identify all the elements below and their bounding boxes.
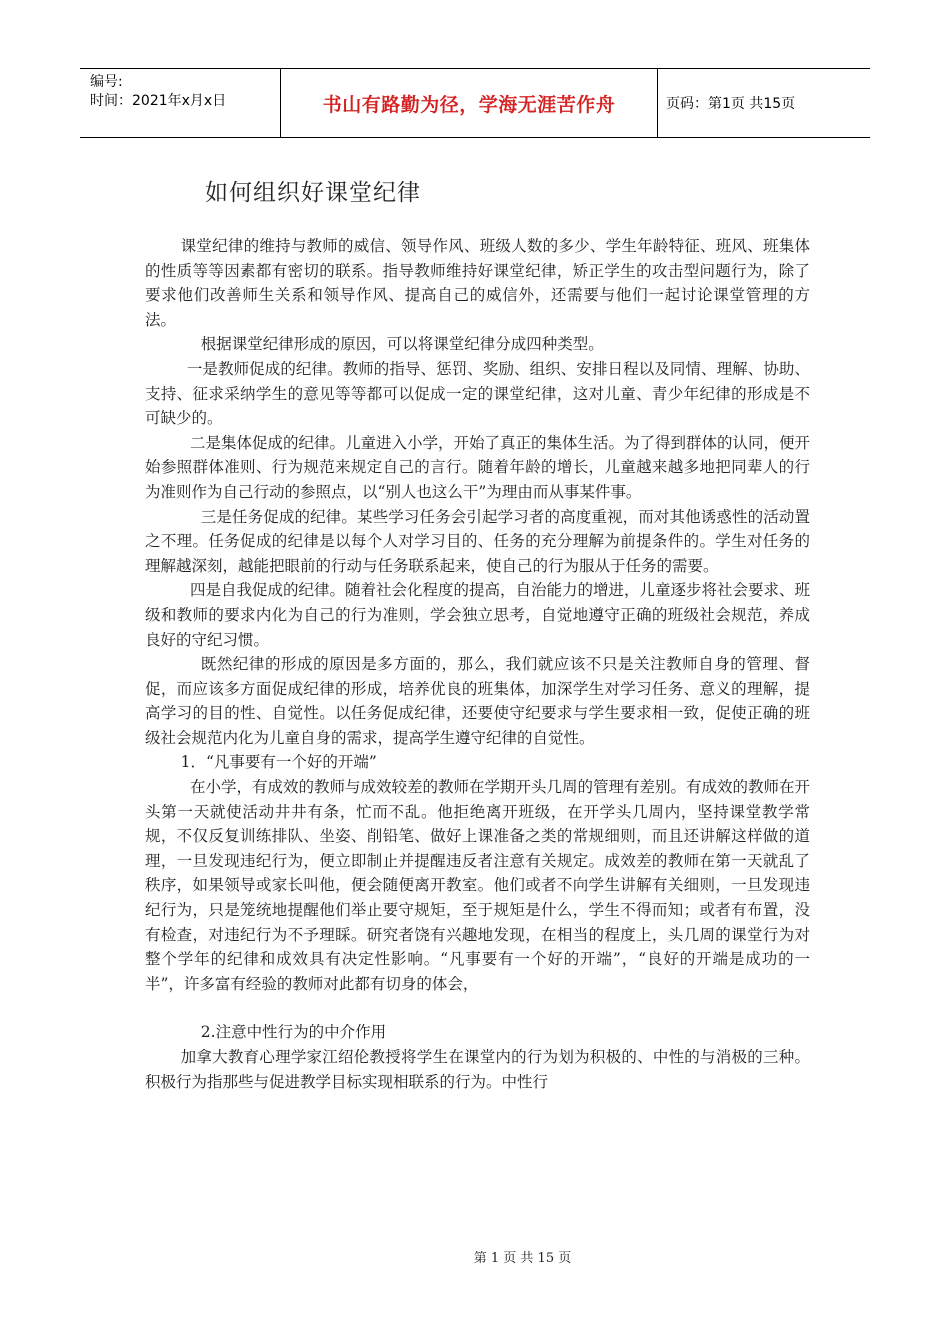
paragraph-type-task: 三是任务促成的纪律。某些学习任务会引起学习者的高度重视，而对其他诱惑性的活动置之不理。任务促成的纪律是以每个人对学习目的、任务的充分理解为前提条件的。学生对任务的理解越深刻，越能把眼前的行动与任务联系起来，使自己的行为服从于任务的需要。 bbox=[145, 507, 810, 575]
header-page-code: 页码：第1页 共15页 bbox=[666, 96, 796, 112]
document-body bbox=[145, 234, 810, 1094]
paragraph-type-self: 四是自我促成的纪律。随着社会化程度的提高，自治能力的增进，儿童逐步将社会要求、班级和教师的要求内化为自己的行为准则，学会独立思考，自觉地遵守正确的班级社会规范，养成良好的守纪习惯。 bbox=[145, 581, 810, 649]
paragraph-section-1: 在小学，有成效的教师与成效较差的教师在学期开头几周的管理有差别。有成效的教师在开头第一天就使活动井井有条，忙而不乱。他拒绝离开班级，在开学头几周内，坚持课堂教学常规，不仅反复训练排队、坐姿、削铅笔、做好上课准备之类的常规细则，而且还讲解这样做的道理，一旦发现违纪行为，便立即制止并提醒违反者注意有关规定。成效差的教师在第一天就乱了秩序，如果领导或家长叫他，便会随便离开教室。他们或者不向学生讲解有关细则，一旦发现违纪行为，只是笼统地提醒他们举止要守规矩，至于规矩是什么，学生不得而知；或者有布置，没有检查，对违纪行为不予理睬。研究者饶有兴趣地发现，在相当的程度上，头几周的课堂行为对整个学年的纪律和成效具有决定性影响。“凡事要有一个好的开端”，“良好的开端是成功的一半”，许多富有经验的教师对此都有切身的体会， bbox=[145, 778, 810, 993]
header-info-cell bbox=[80, 69, 281, 137]
section-heading-1: 1．“凡事要有一个好的开端” bbox=[180, 753, 377, 772]
document-number-label: 编号: bbox=[90, 74, 123, 90]
paragraph-types-intro: 根据课堂纪律形成的原因，可以将课堂纪律分成四种类型。 bbox=[200, 335, 604, 354]
header-page-cell bbox=[658, 69, 870, 137]
header-motto: 书山有路勤为径，学海无涯苦作舟 bbox=[322, 93, 616, 116]
page-footer bbox=[0, 1247, 950, 1266]
paragraph-type-group: 二是集体促成的纪律。儿童进入小学，开始了真正的集体生活。为了得到群体的认同，便开始参照群体准则、行为规范来规定自己的言行。随着年龄的增长，儿童越来越多地把同辈人的行为准则作为自己行动的参照点，以“别人也这么干”为理由而从事某件事。 bbox=[145, 433, 810, 501]
page-header bbox=[80, 68, 870, 138]
section-heading-2: 2.注意中性行为的中介作用 bbox=[200, 1023, 387, 1042]
paragraph-intro: 课堂纪律的维持与教师的威信、领导作风、班级人数的多少、学生年龄特征、班风、班集体的性质等等因素都有密切的联系。指导教师维持好课堂纪律，矫正学生的攻击型问题行为，除了要求他们改善师生关系和领导作风、提高自己的威信外，还需要与他们一起讨论课堂管理的方法。 bbox=[145, 237, 810, 329]
paragraph-type-teacher: 一是教师促成的纪律。教师的指导、惩罚、奖励、组织、安排日程以及同情、理解、协助、支持、征求采纳学生的意见等等都可以促成一定的课堂纪律，这对儿童、青少年纪律的形成是不可缺少的。 bbox=[145, 359, 810, 428]
footer-page-number: 第 1 页 共 15 页 bbox=[473, 1251, 572, 1266]
document-date-label: 时间：2021年x月x日 bbox=[90, 93, 227, 109]
paragraph-section-2: 加拿大教育心理学家江绍伦教授将学生在课堂内的行为划为积极的、中性的与消极的三种。积极行为指那些与促进教学目标实现相联系的行为。中性行 bbox=[145, 1048, 810, 1091]
paragraph-summary: 既然纪律的形成的原因是多方面的，那么，我们就应该不只是关注教师自身的管理、督促，而应该多方面促成纪律的形成，培养优良的班集体，加深学生对学习任务、意义的理解，提高学习的目的性、自觉性。以任务促成纪律，还要使守纪要求与学生要求相一致，促使正确的班级社会规范内化为儿童自身的需求，提高学生遵守纪律的自觉性。 bbox=[145, 655, 810, 747]
document-title: 如何组织好课堂纪律 bbox=[205, 180, 421, 206]
paragraph-gap bbox=[145, 996, 810, 1020]
header-motto-cell bbox=[281, 69, 658, 137]
